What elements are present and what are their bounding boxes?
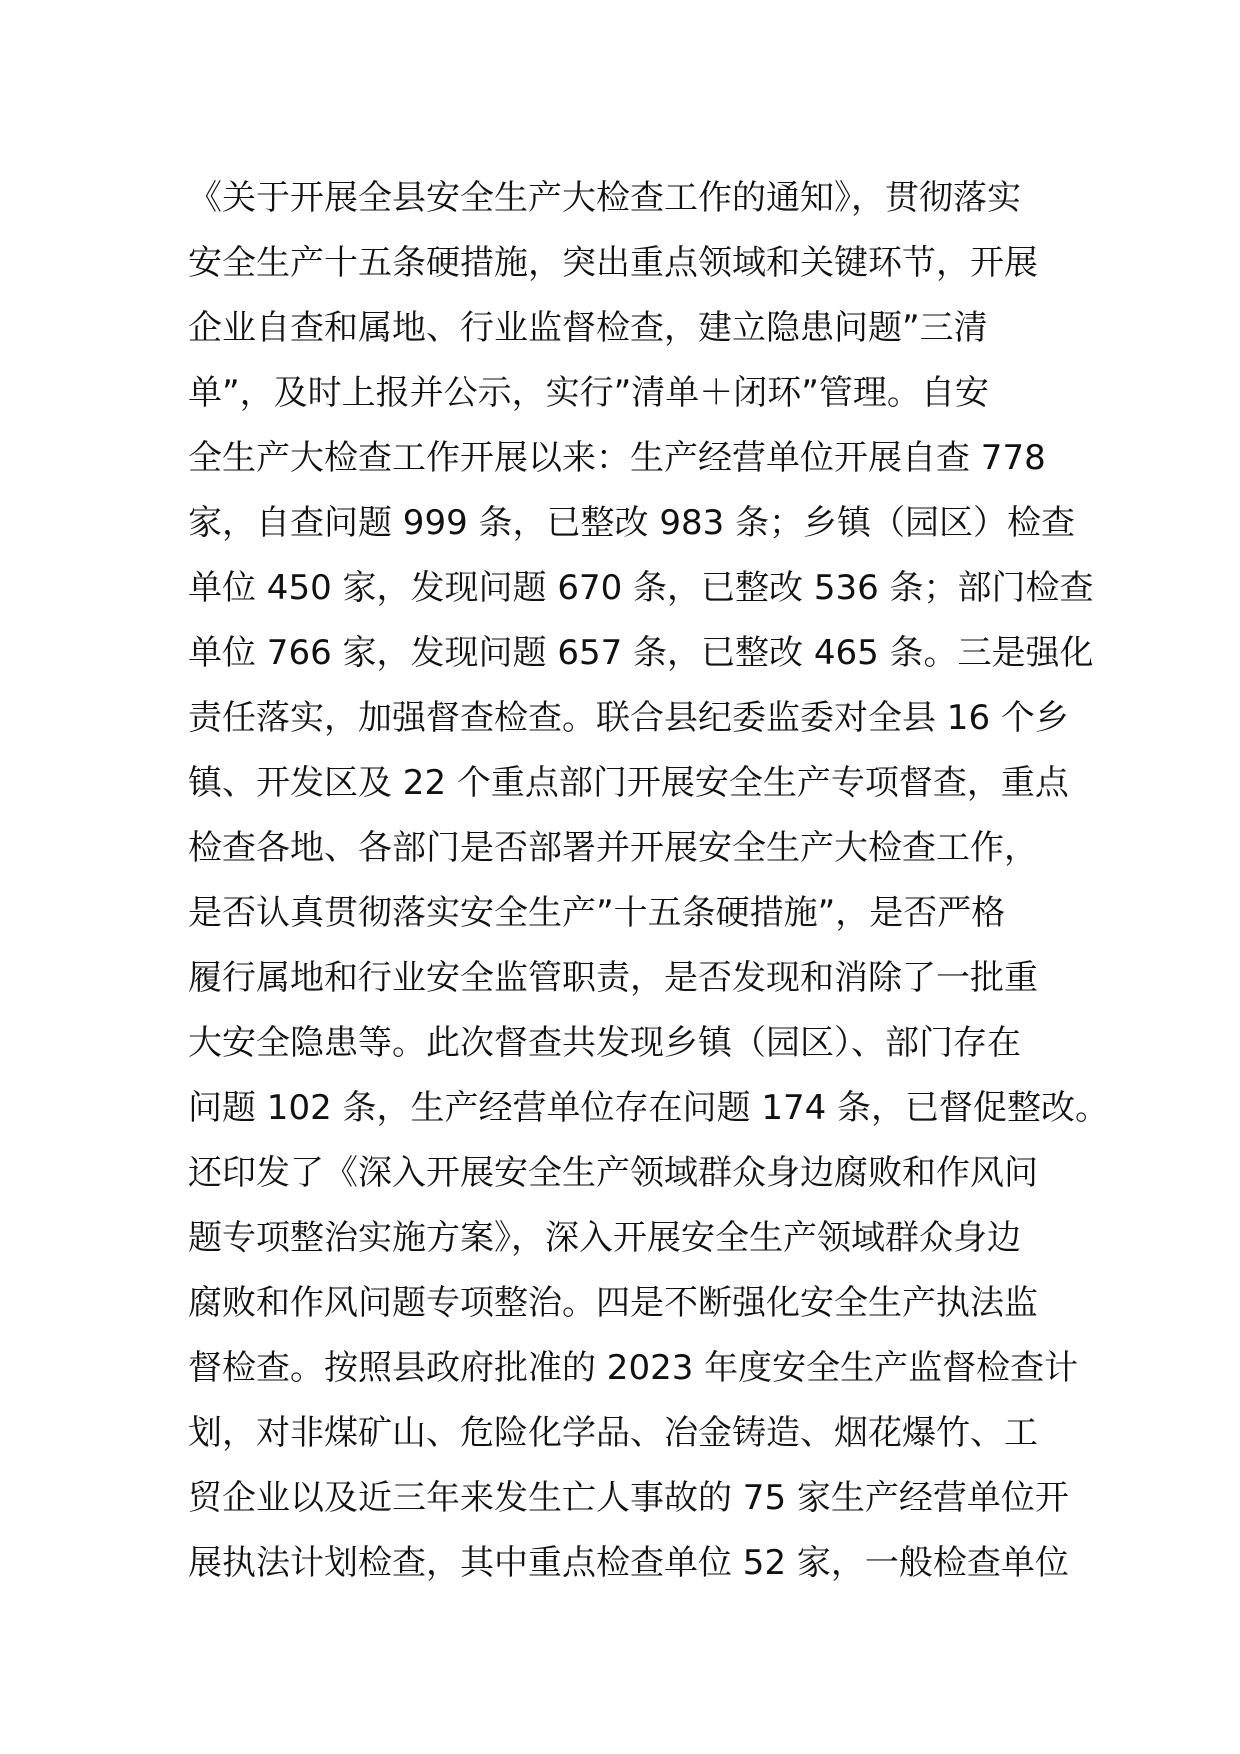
text-line: 问题 102 条，生产经营单位存在问题 174 条，已督促整改。 [188, 1088, 1110, 1128]
text-line: 划，对非煤矿山、危险化学品、冶金铸造、烟花爆竹、工 [188, 1413, 1038, 1453]
text-line: 《关于开展全县安全生产大检查工作的通知》，贯彻落实 [188, 178, 1021, 218]
text-line: 展执法计划检查，其中重点检查单位 52 家，一般检查单位 [188, 1543, 1069, 1583]
text-line: 单位 766 家，发现问题 657 条，已整改 465 条。三是强化 [188, 633, 1094, 673]
text-line: 是否认真贯彻落实安全生产”十五条硬措施”，是否严格 [188, 893, 1006, 933]
text-line: 大安全隐患等。此次督查共发现乡镇（园区）、部门存在 [188, 1023, 1021, 1063]
text-line: 督检查。按照县政府批准的 2023 年度安全生产监督检查计 [188, 1348, 1079, 1388]
text-line: 责任落实，加强督查检查。联合县纪委监委对全县 16 个乡 [188, 698, 1069, 738]
text-line: 全生产大检查工作开展以来：生产经营单位开展自查 778 [188, 438, 1046, 478]
text-line: 题专项整治实施方案》，深入开展安全生产领域群众身边 [188, 1218, 1021, 1258]
text-line: 还印发了《深入开展安全生产领域群众身边腐败和作风问 [188, 1153, 1038, 1193]
text-line: 企业自查和属地、行业监督检查，建立隐患问题”三清 [188, 308, 988, 348]
text-line: 单”，及时上报并公示，实行”清单＋闭环”管理。自安 [188, 373, 989, 413]
text-line: 家，自查问题 999 条，已整改 983 条；乡镇（园区）检查 [188, 503, 1076, 543]
text-line: 检查各地、各部门是否部署并开展安全生产大检查工作， [188, 828, 1038, 868]
text-line: 安全生产十五条硬措施，突出重点领域和关键环节，开展 [188, 243, 1038, 283]
text-line: 履行属地和行业安全监管职责，是否发现和消除了一批重 [188, 958, 1038, 998]
text-line: 贸企业以及近三年来发生亡人事故的 75 家生产经营单位开 [188, 1478, 1069, 1518]
text-line: 镇、开发区及 22 个重点部门开展安全生产专项督查，重点 [188, 763, 1069, 803]
text-line: 腐败和作风问题专项整治。四是不断强化安全生产执法监 [188, 1283, 1038, 1323]
body-text [188, 166, 1110, 1596]
text-line: 单位 450 家，发现问题 670 条，已整改 536 条；部门检查 [188, 568, 1094, 608]
